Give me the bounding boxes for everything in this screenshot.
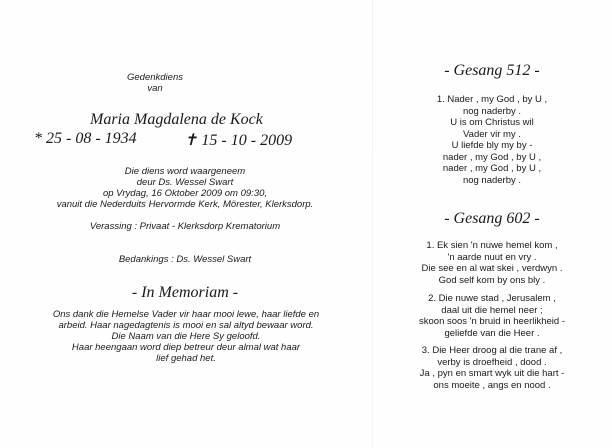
hymn-602-v1-line-4: God self kom by ons bly . bbox=[438, 274, 546, 286]
service-line-4: vanuit die Nederduits Hervormde Kerk, Mörester, Klerksdorp. bbox=[56, 199, 314, 210]
hymn-602-v1-line-3: Die see en al wat skei , verdwyn . bbox=[421, 263, 563, 274]
memoriam-title: - In Memoriam - bbox=[131, 284, 239, 301]
hymn-602-v2-line-1: 2. Die nuwe stad , Jerusalem , bbox=[428, 293, 556, 304]
hymn-602-verse-1 bbox=[382, 240, 602, 286]
cremation-line: Verassing : Privaat - Klerksdorp Krematorium bbox=[89, 221, 281, 232]
hymn-512-line-2: nog naderby . bbox=[462, 105, 522, 117]
hymn-512-title: - Gesang 512 - bbox=[444, 62, 540, 79]
hymn-512-line-6: nader , my God , by U , bbox=[442, 151, 542, 163]
hymn-512-line-8: nog naderby . bbox=[462, 174, 522, 186]
memoriam-line-1: Ons dank die Hemelse Vader vir haar mooi lewe, haar liefde en bbox=[52, 309, 320, 320]
hymn-602-v2-line-2: daal uit die hemel neer ; bbox=[441, 304, 543, 316]
deceased-name: Maria Magdalena de Kock bbox=[90, 111, 263, 128]
hymn-512-line-7: nader , my God , by U , bbox=[442, 163, 542, 174]
hymn-602-title: - Gesang 602 - bbox=[444, 210, 540, 227]
hymn-512-line-1: 1. Nader , my God , by U , bbox=[436, 94, 548, 105]
hymn-512-line-5: U liefde bly my by - bbox=[451, 140, 533, 151]
hymn-512-line-3: U is om Christus wil bbox=[450, 117, 534, 128]
hymn-602-v1-line-1: 1. Ek sien 'n nuwe hemel kom , bbox=[426, 240, 558, 251]
memoriam-line-5: lief gehad het. bbox=[156, 353, 216, 364]
memoriam-line-3: Die Naam van die Here Sy geloofd. bbox=[111, 331, 261, 342]
death-date: ✝ 15 - 10 - 2009 bbox=[184, 132, 293, 149]
hymn-602-verse-3 bbox=[382, 345, 602, 391]
hymn-602-v1-line-2: 'n aarde nuut en vry . bbox=[447, 251, 537, 263]
heading-line-2: van bbox=[147, 83, 163, 94]
service-details bbox=[30, 166, 340, 210]
hymn-512-text bbox=[392, 94, 592, 186]
thanks-line: Bedankings : Ds. Wessel Swart bbox=[118, 254, 252, 265]
hymn-602-v3-line-2: verby is droefheid , dood . bbox=[437, 356, 547, 368]
hymn-512-line-4: Vader vir my . bbox=[463, 128, 521, 140]
service-line-3: op Vrydag, 16 Oktober 2009 om 09:30, bbox=[102, 188, 268, 199]
hymn-602-v2-line-3: skoon soos 'n bruid in heerlikheid - bbox=[419, 316, 565, 327]
heading bbox=[90, 72, 220, 94]
hymn-602-verse-2 bbox=[382, 293, 602, 339]
heading-line-1: Gedenkdiens bbox=[127, 72, 183, 83]
memoriam-line-2: arbeid. Haar nagedagtenis is mooi en sal altyd bewaar word. bbox=[58, 320, 314, 331]
hymn-602-v3-line-3: Ja , pyn en smart wyk uit die hart - bbox=[419, 368, 565, 379]
birth-date: * 25 - 08 - 1934 bbox=[34, 130, 137, 147]
memoriam-text bbox=[2, 309, 370, 364]
memoriam-line-4: Haar heengaan word diep betreur deur almal wat haar bbox=[71, 342, 301, 353]
hymn-602-v2-line-4: geliefde van die Heer . bbox=[444, 327, 540, 339]
hymn-602-v3-line-4: ons moeite , angs en nood . bbox=[433, 379, 551, 391]
right-panel bbox=[372, 0, 612, 448]
service-line-1: Die diens word waargeneem bbox=[124, 166, 246, 177]
hymn-602-v3-line-1: 3. Die Heer droog al die trane af , bbox=[421, 345, 563, 356]
service-line-2: deur Ds. Wessel Swart bbox=[136, 177, 234, 188]
